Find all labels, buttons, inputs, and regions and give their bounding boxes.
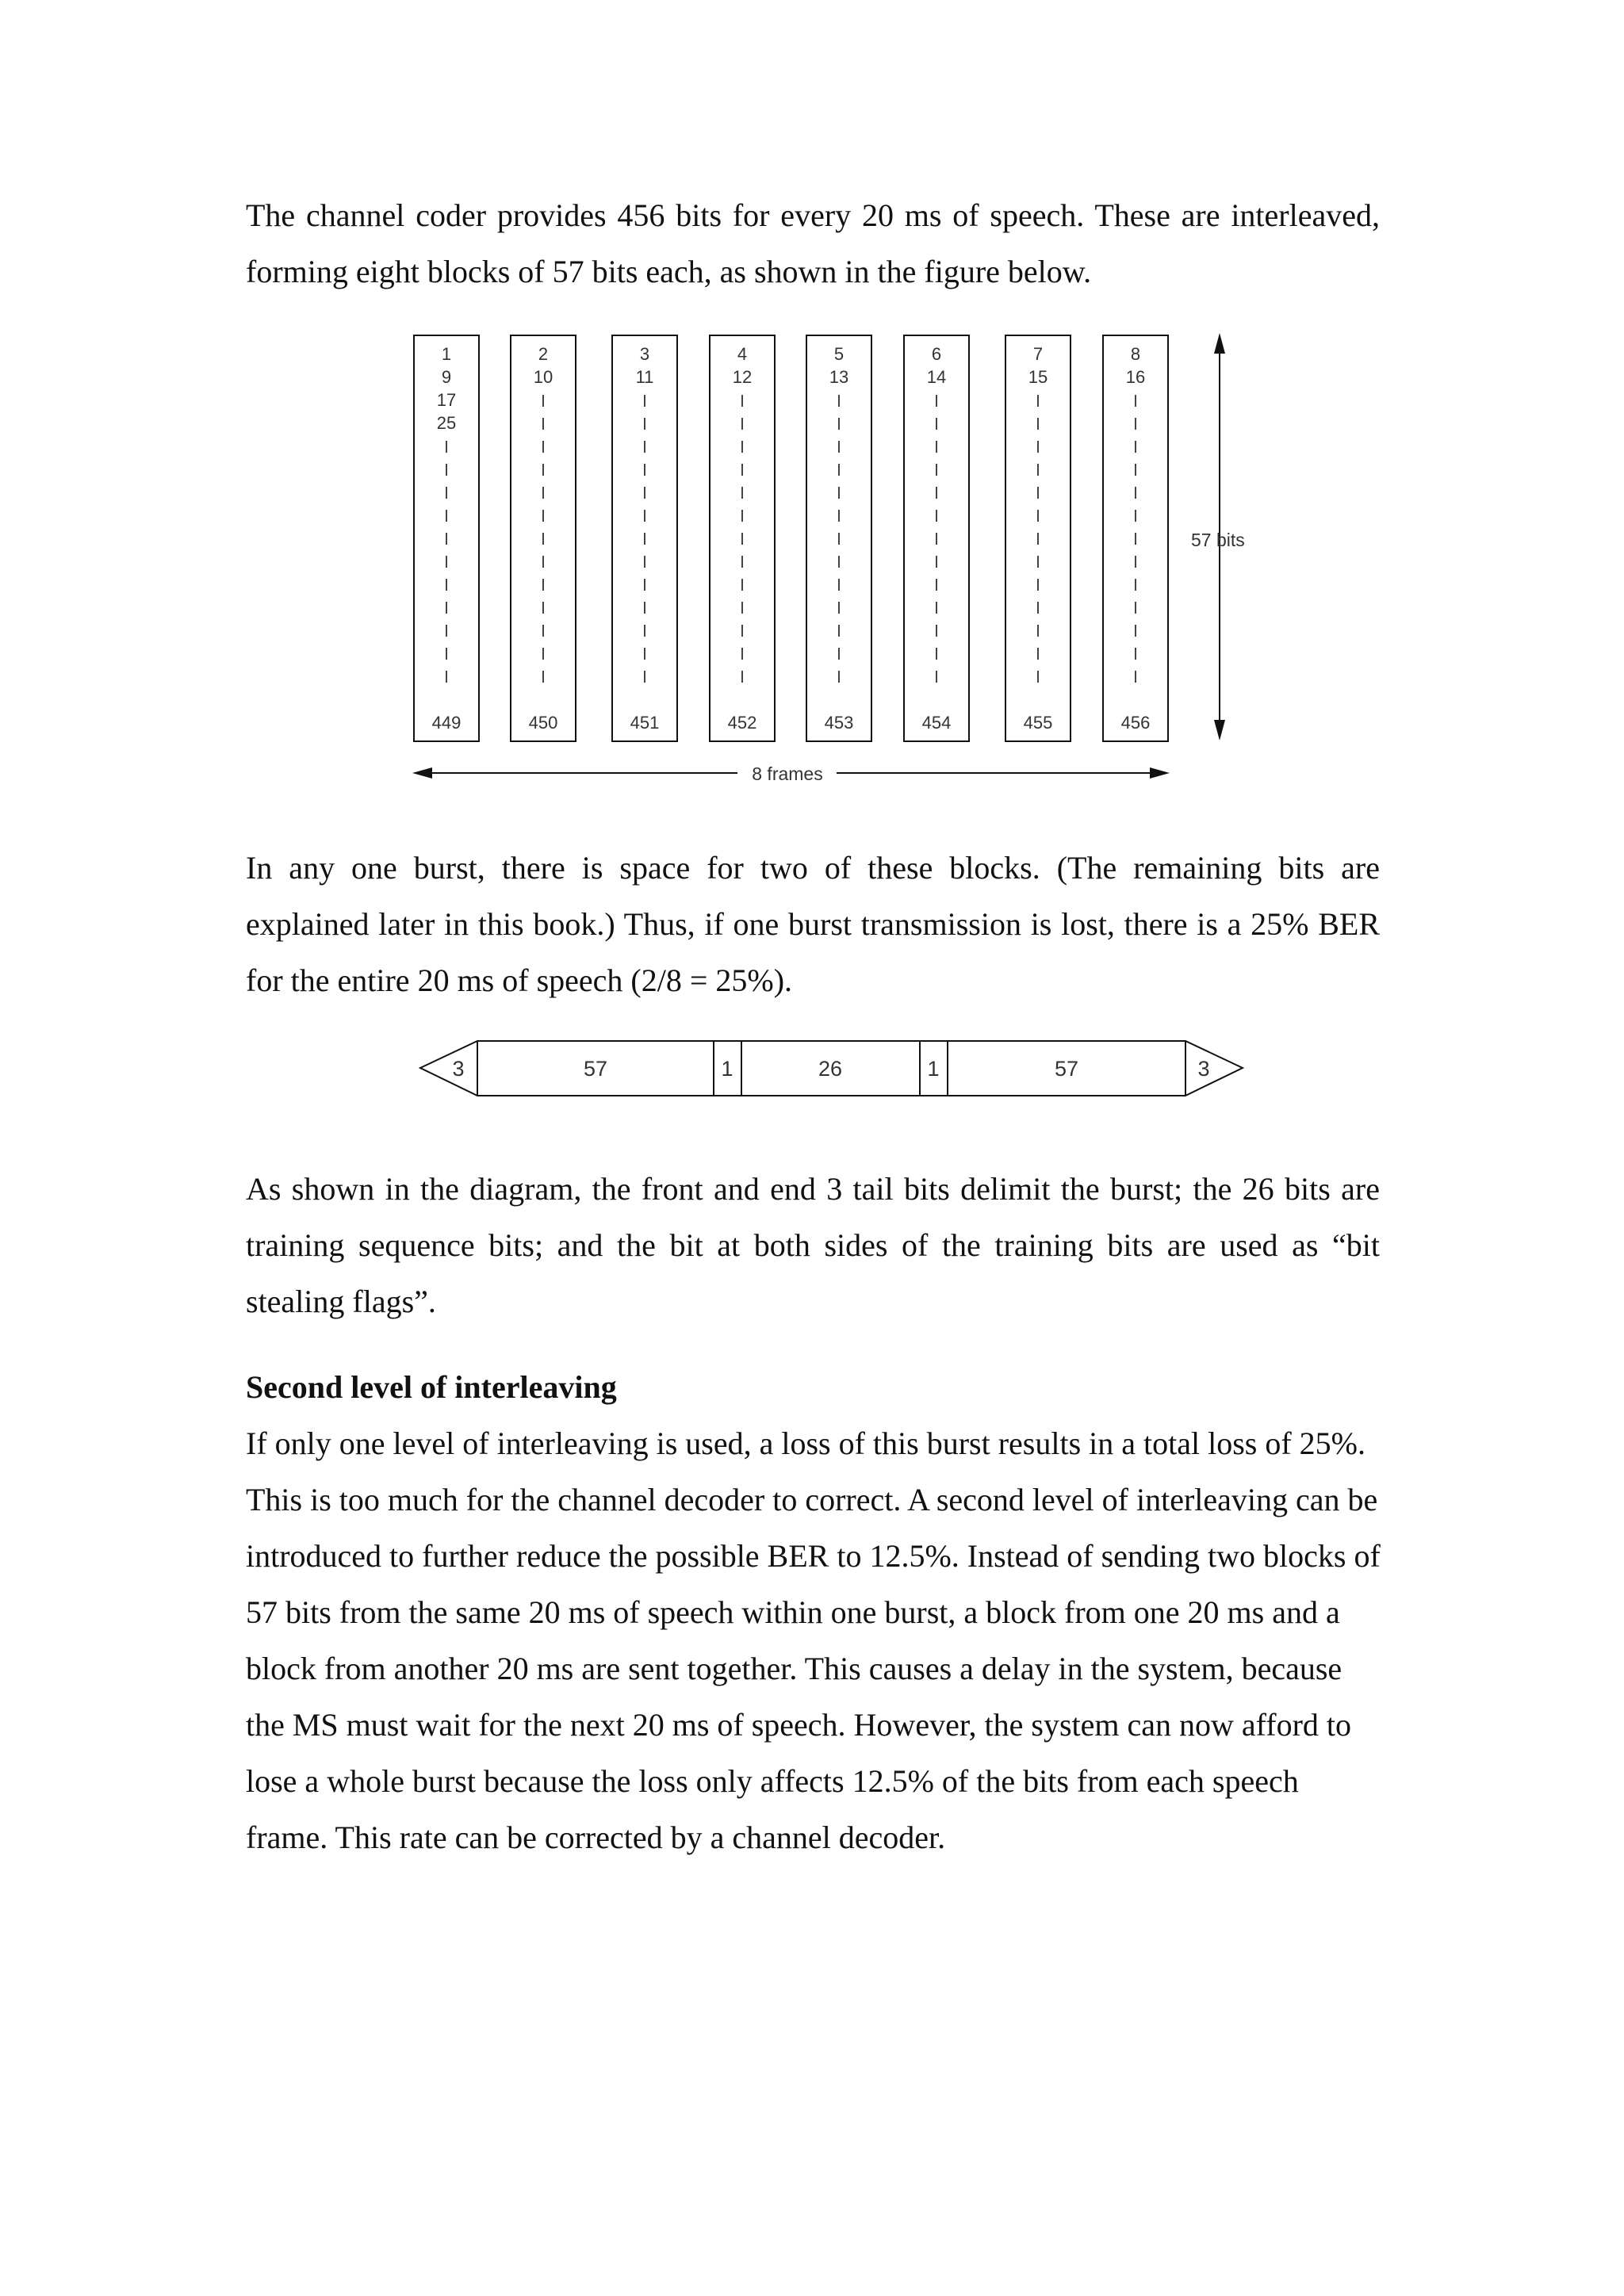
frames-label: 8 frames xyxy=(752,763,823,784)
column-5-index-2: 13 xyxy=(829,367,849,387)
column-4-index-1: 4 xyxy=(737,344,748,364)
field-flag-1: 1 xyxy=(721,1057,733,1081)
column-2-index-1: 2 xyxy=(538,344,549,364)
column-2-last-index: 450 xyxy=(528,713,558,733)
column-6-index-1: 6 xyxy=(931,344,942,364)
paragraph-burst-space: In any one burst, there is space for two of these blocks. (The remaining bits are explained later in this book.) Thus, if one burst transmission is lost, there is a 25% BER for the entire 20 ms of speech (2/8 = 25%). xyxy=(246,850,1380,998)
column-7-index-1: 7 xyxy=(1032,344,1044,364)
bits-label: 57 bits xyxy=(1191,530,1245,550)
section-heading: Second level of interleaving xyxy=(246,1369,617,1405)
column-8-last-index: 456 xyxy=(1120,713,1151,733)
field-tail-front: 3 xyxy=(452,1057,465,1081)
column-6-last-index: 454 xyxy=(921,713,952,733)
field-data-2: 57 xyxy=(1054,1057,1079,1081)
field-flag-2: 1 xyxy=(927,1057,940,1081)
field-tail-end: 3 xyxy=(1197,1057,1210,1081)
column-1-index-1: 1 xyxy=(441,344,452,364)
column-1-index-2: 9 xyxy=(441,367,452,387)
column-3-index-2: 11 xyxy=(635,367,654,387)
paragraph-intro: The channel coder provides 456 bits for every 20 ms of speech. These are interleaved, forming eight blocks of 57 bits each, as shown in the figure below. xyxy=(246,197,1380,289)
column-4-index-2: 12 xyxy=(732,367,753,387)
column-1-index-4: 25 xyxy=(436,413,457,433)
column-4-last-index: 452 xyxy=(727,713,757,733)
column-3-last-index: 451 xyxy=(630,713,660,733)
field-data-1: 57 xyxy=(583,1057,608,1081)
column-1-last-index: 449 xyxy=(431,713,462,733)
column-5-index-1: 5 xyxy=(833,344,845,364)
frames-arrow-head-left xyxy=(412,767,432,779)
burst-structure-figure xyxy=(0,1023,1624,1118)
paragraph-second-level: If only one level of interleaving is used, a loss of this burst results in a total loss of 25%. This is too much for the channel decoder to correct. A second level of interleaving can be introduced to further reduce the possible BER to 12.5%. Instead of sending two blocks of 57 bits from the same 20 ms of speech within one burst, a block from one 20 ms and a block from another 20 ms are sent together. This causes a delay in the system, because the MS must wait for the next 20 ms of speech. However, the system can now afford to lose a whole burst because the loss only affects 12.5% of the bits from each speech frame. This rate can be corrected by a channel decoder. xyxy=(246,1425,1381,1855)
column-2-index-2: 10 xyxy=(533,367,553,387)
bits-arrow-head-down xyxy=(1214,720,1225,740)
paragraph-burst-description: As shown in the diagram, the front and end 3 tail bits delimit the burst; the 26 bits are training sequence bits; and the bit at both sides of the training bits are used as “bit stealing flags”. xyxy=(246,1171,1380,1319)
column-5-last-index: 453 xyxy=(824,713,854,733)
column-7-index-2: 15 xyxy=(1028,367,1048,387)
column-8-index-1: 8 xyxy=(1130,344,1141,364)
bits-arrow-head-up xyxy=(1214,333,1225,354)
column-7-last-index: 455 xyxy=(1023,713,1053,733)
column-8-index-2: 16 xyxy=(1125,367,1146,387)
column-3-index-1: 3 xyxy=(639,344,650,364)
interleaving-columns xyxy=(414,335,1168,741)
frames-arrow-head-right xyxy=(1150,767,1170,779)
column-1-index-3: 17 xyxy=(436,390,457,410)
column-6-index-2: 14 xyxy=(926,367,947,387)
field-training: 26 xyxy=(818,1057,843,1081)
